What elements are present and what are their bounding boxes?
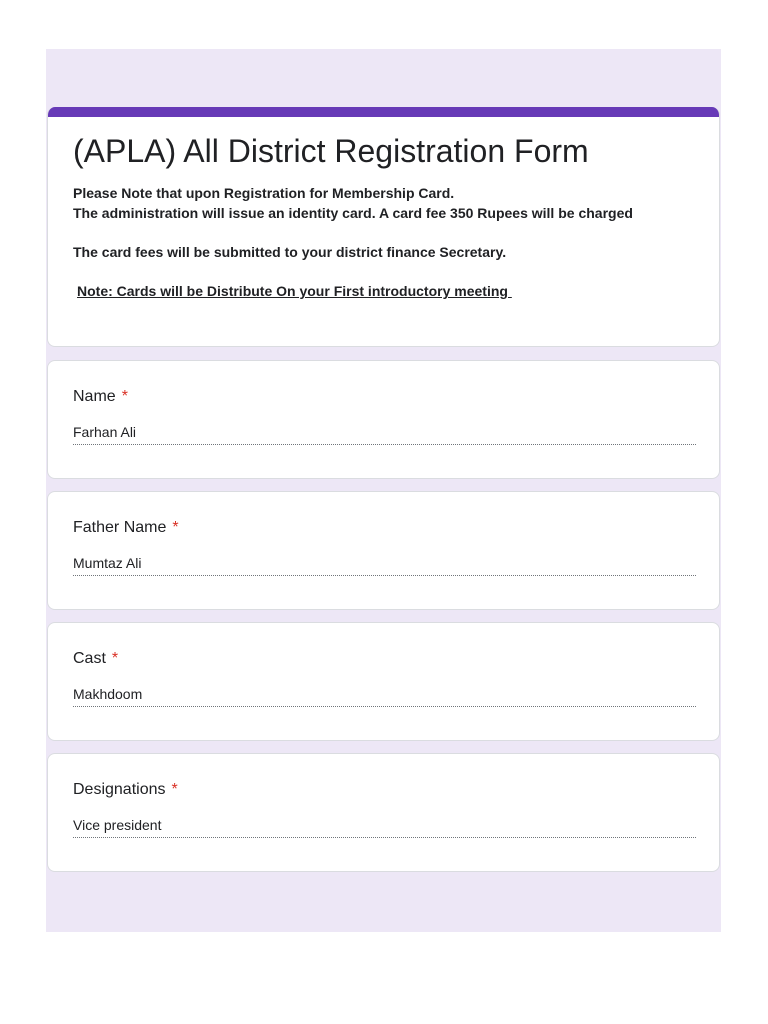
required-asterisk: * [121, 388, 128, 405]
question-card-name [47, 360, 720, 479]
answer-field-designations: Vice president [73, 815, 696, 838]
question-title: Designations [73, 781, 166, 798]
question-card-designations [47, 753, 720, 872]
form-background [46, 49, 721, 932]
question-label [73, 385, 128, 409]
question-label [73, 516, 179, 540]
question-title: Father Name [73, 519, 167, 536]
answer-field-cast: Makhdoom [73, 684, 696, 707]
question-title: Cast [73, 650, 106, 667]
description-note: Note: Cards will be Distribute On your First introductory meeting [77, 283, 512, 299]
required-asterisk: * [171, 781, 178, 798]
form-accent-bar [48, 107, 719, 117]
answer-field-father-name: Mumtaz Ali [73, 553, 696, 576]
question-label [73, 778, 178, 802]
question-label [73, 647, 118, 671]
description-line-2: The administration will issue an identity card. A card fee 350 Rupees will be charged [73, 205, 633, 221]
form-header-card [47, 107, 720, 347]
required-asterisk: * [111, 650, 119, 667]
answer-field-name: Farhan Ali [73, 422, 696, 445]
form-description [73, 183, 703, 301]
required-asterisk: * [172, 519, 179, 536]
question-title: Name [73, 388, 116, 405]
description-line-3: The card fees will be submitted to your district finance Secretary. [73, 244, 507, 260]
form-title: (APLA) All District Registration Form [73, 133, 589, 169]
description-line-1: Please Note that upon Registration for Membership Card. [73, 185, 455, 201]
question-card-father-name [47, 491, 720, 610]
question-card-cast [47, 622, 720, 741]
